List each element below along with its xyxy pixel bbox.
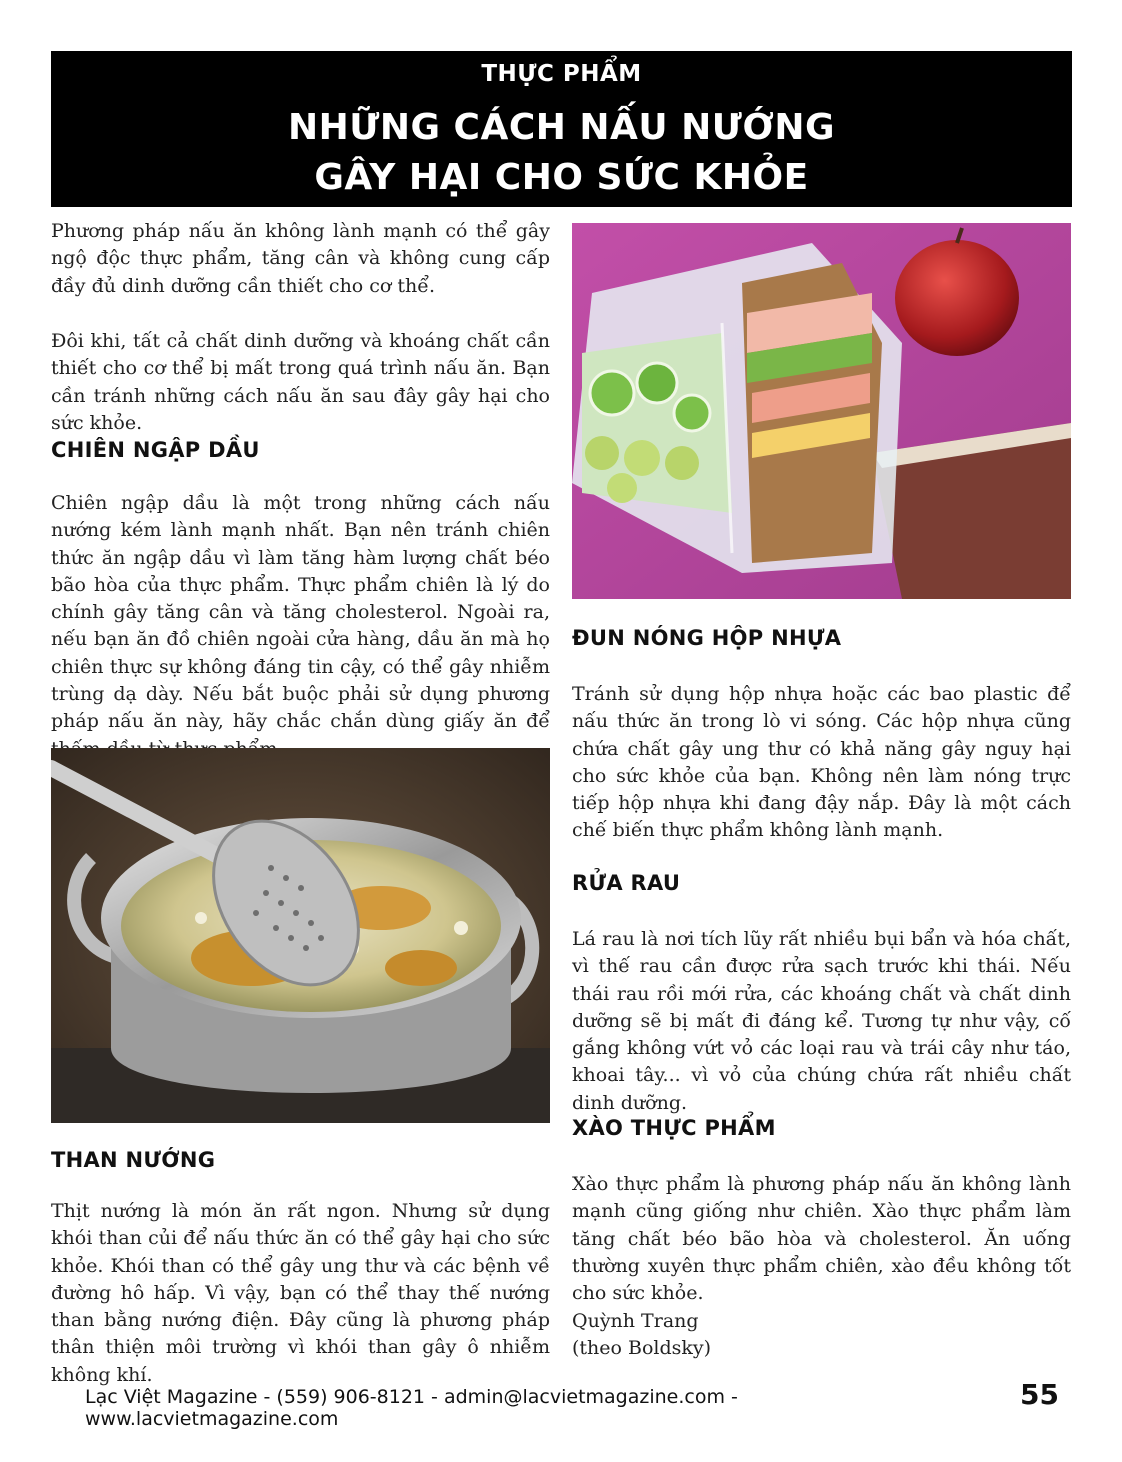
heading-deep-fry: CHIÊN NGẬP DẦU [51,438,260,462]
lunchbox-illustration [572,223,1071,599]
article-title [51,103,1072,203]
byline-source: (theo Boldsky) [572,1337,712,1359]
section-kicker: THỰC PHẨM [481,61,642,87]
frying-pot-illustration [51,748,550,1123]
intro-paragraph-2: Đôi khi, tất cả chất dinh dưỡng và khoáng chất cần thiết cho cơ thể bị mất trong quá trình nấu ăn. Bạn cần tránh những cách nấu ăn sau đây gây hại cho sức khỏe. [51,330,550,434]
left-column [51,218,550,1386]
plastic-body: Tránh sử dụng hộp nhựa hoặc các bao plastic để nấu thức ăn trong lò vi sóng. Các hộp nhựa cũng chứa chất gây ung thư có khả năng gây nguy hại cho sức khỏe của bạn. Không nên làm nóng trực tiếp hộp nhựa khi đang đậy nắp. Đây là một cách chế biến thực phẩm không lành mạnh. [572,683,1071,842]
intro-paragraph-1: Phương pháp nấu ăn không lành mạnh có thể gây ngộ độc thực phẩm, tăng cân và không cung cấp đầy đủ dinh dưỡng cần thiết cho cơ thể. [51,220,550,297]
heading-charcoal: THAN NƯỚNG [51,1148,216,1172]
stir-fry-body: Xào thực phẩm là phương pháp nấu ăn không lành mạnh cũng giống như chiên. Xào thực phẩm làm tăng chất béo bão hòa và cholesterol. Ăn uống thường xuyên thực phẩm chiên, xào đều không tốt cho sức khỏe. [572,1173,1071,1305]
lunchbox-photo [572,223,1071,599]
heading-stir-fry: XÀO THỰC PHẨM [572,1116,776,1140]
right-column [572,218,1071,1368]
footer-contact: Lạc Việt Magazine - (559) 906-8121 - admin@lacvietmagazine.com - www.lacvietmagazine.com [85,1386,738,1430]
deep-fry-body: Chiên ngập dầu là một trong những cách nấu nướng kém lành mạnh nhất. Bạn nên tránh chiên thức ăn ngập dầu vì làm tăng hàm lượng chất béo bão hòa của thực phẩm. Thực phẩm chiên là lý do chính gây tăng cân và tăng cholesterol. Ngoài ra, nếu bạn ăn đồ chiên ngoài cửa hàng, dầu ăn mà họ chiên thực sự không đáng tin cậy, có thể gây nhiễm trùng dạ dày. Nếu bắt buộc phải sử dụng phương pháp nấu ăn này, hãy chắc chắn dùng giấy ăn để [51,492,550,733]
frying-pot-photo [51,748,550,1123]
author-name: Quỳnh Trang [572,1310,699,1332]
charcoal-body: Thịt nướng là món ăn rất ngon. Nhưng sử dụng khói than củi để nấu thức ăn có thể gây hại cho sức khỏe. Khói than có thể gây ung thư và các bệnh về đường hô hấp. Vì vậy, bạn có thể thay thế nướng than bằng nướng điện. Đây cũng là phương pháp thân thiện môi trường vì khói than gây ô nhiễm không khí. [51,1200,550,1386]
heading-washing: RỬA RAU [572,871,681,895]
title-line-2: GÂY HẠI CHO SỨC KHỎE [314,157,809,198]
page-number: 55 [1020,1378,1059,1411]
article-banner [51,51,1072,207]
title-line-1: NHỮNG CÁCH NẤU NƯỚNG [288,107,835,148]
heading-plastic: ĐUN NÓNG HỘP NHỰA [572,626,842,650]
washing-body: Lá rau là nơi tích lũy rất nhiều bụi bẩn và hóa chất, vì thế rau cần được rửa sạch trước khi thái. Nếu thái rau rồi mới rửa, các khoáng chất và chất dinh dưỡng sẽ bị mất đi đáng kể. Tương tự như vậy, cố gắng không vứt vỏ các loại rau và trái cây như táo, khoai tây... vì vỏ của chúng chứa rất nhiều chất dinh dưỡng. [572,928,1071,1114]
